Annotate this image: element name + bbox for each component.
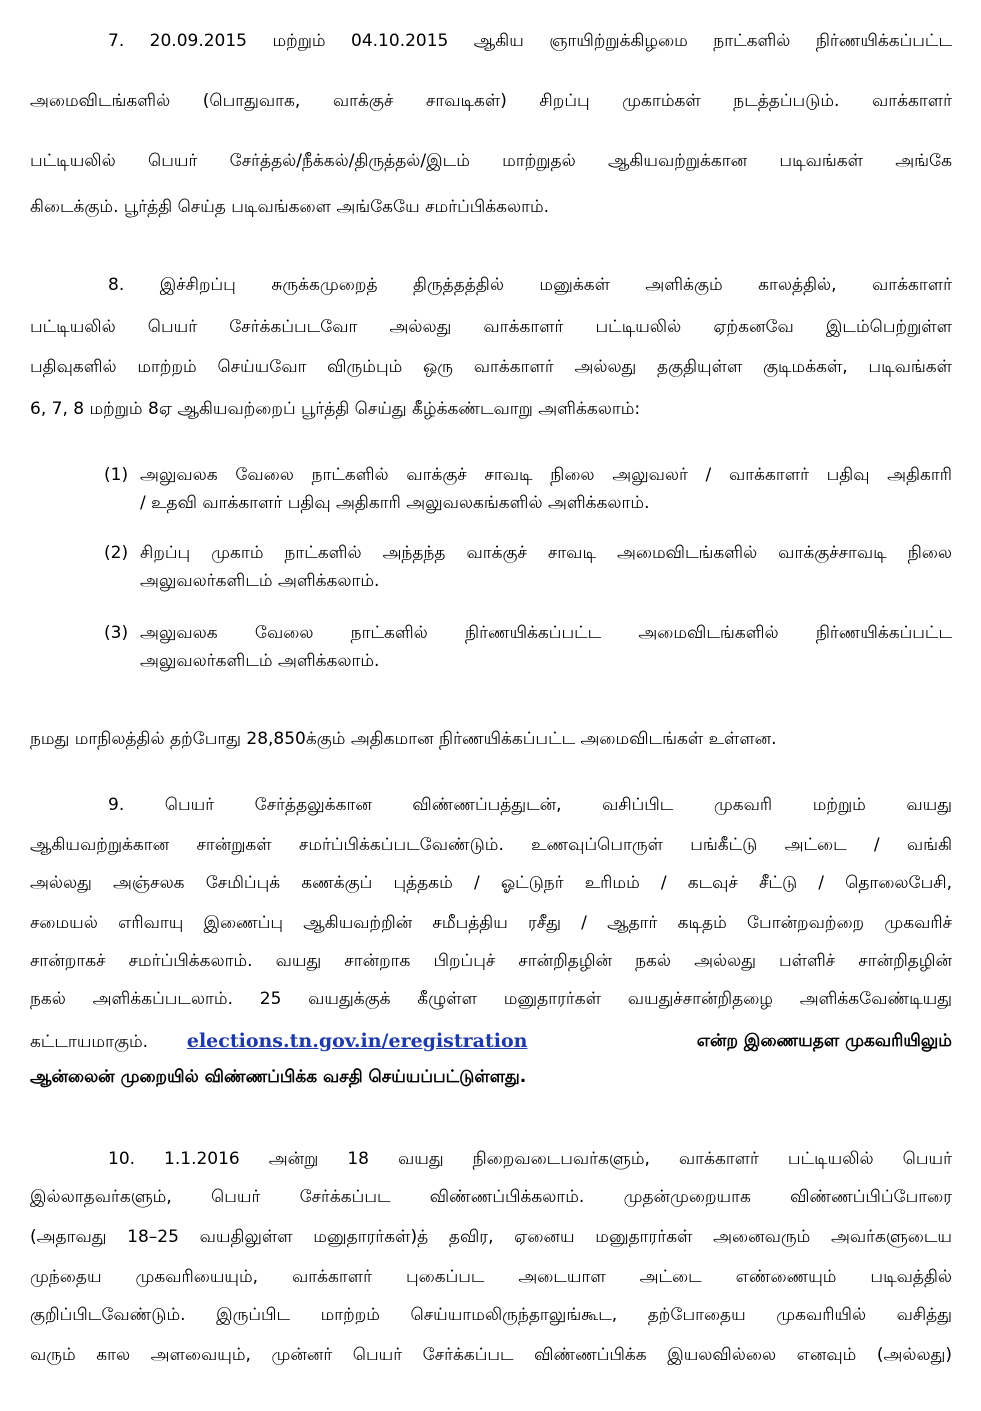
para-8-line-3: பதிவுகளில் மாற்றம் செய்யவோ விரும்பும் ஒரு வாக்காளர் அல்லது தகுதியுள்ள குடிமக்கள், படிவங்கள்	[30, 357, 952, 377]
list-item-2-line-1	[104, 538, 952, 568]
list-item-text: / உதவி வாக்காளர் பதிவு அதிகாரி அலுவலகங்களில் அளிக்கலாம்.	[140, 493, 650, 513]
para-7-line-4: கிடைக்கும். பூர்த்தி செய்த படிவங்களை அங்கேயே சமர்ப்பிக்கலாம்.	[30, 197, 550, 217]
para-8-line-2: பட்டியலில் பெயர் சேர்க்கப்படவோ அல்லது வாக்காளர் பட்டியலில் ஏற்கனவே இடம்பெற்றுள்ள	[30, 317, 952, 337]
list-item-text: அலுவலர்களிடம் அளிக்கலாம்.	[140, 651, 380, 671]
para-8-line-4: 6, 7, 8 மற்றும் 8ஏ ஆகியவற்றைப் பூர்த்தி செய்து கீழ்க்கண்டவாறு அளிக்கலாம்:	[30, 399, 641, 419]
list-item-number: (1)	[104, 465, 129, 485]
para-7-line-2: அமைவிடங்களில் (பொதுவாக, வாக்குச் சாவடிகள்) சிறப்பு முகாம்கள் நடத்தப்படும். வாக்காளர்	[30, 91, 952, 111]
para-7-line-3: பட்டியலில் பெயர் சேர்த்தல்/நீக்கல்/திருத்தல்/இடம் மாற்றுதல் ஆகியவற்றுக்கான படிவங்கள் அங்கே	[30, 151, 952, 171]
eregistration-link[interactable]: elections.tn.gov.in/eregistration	[186, 1030, 528, 1052]
link-prefix: கட்டாயமாகும்.	[30, 1032, 149, 1052]
para-10-line-3: (அதாவது 18–25 வயதிலுள்ள மனுதாரர்கள்)த் தவிர, ஏனைய மனுதாரர்கள் அனைவரும் அவர்களுடைய	[30, 1227, 952, 1247]
note-line: நமது மாநிலத்தில் தற்போது 28,850க்கும் அதிகமான நிர்ணயிக்கப்பட்ட அமைவிடங்கள் உள்ளன.	[30, 729, 777, 749]
list-item-1-line-1	[104, 460, 952, 490]
para-8-line-1: 8. இச்சிறப்பு சுருக்கமுறைத் திருத்தத்தில் மனுக்கள் அளிக்கும் காலத்தில், வாக்காளர்	[108, 275, 952, 295]
para-10-line-4: முந்தைய முகவரியையும், வாக்காளர் புகைப்பட அடையாள அட்டை எண்ணையும் படிவத்தில்	[30, 1267, 952, 1287]
para-9-line-6: நகல் அளிக்கப்படலாம். 25 வயதுக்குக் கீழுள்ள மனுதாரர்கள் வயதுச்சான்றிதழை அளிக்கவேண்டியது	[30, 989, 952, 1009]
para-9-line-1: 9. பெயர் சேர்த்தலுக்கான விண்ணப்பத்துடன், வசிப்பிட முகவரி மற்றும் வயது	[108, 795, 952, 815]
para-9-line-3: அல்லது அஞ்சலக சேமிப்புக் கணக்குப் புத்தகம் / ஓட்டுநர் உரிமம் / கடவுச் சீட்டு / தொலைபேசி,	[30, 873, 952, 893]
para-10-line-1: 10. 1.1.2016 அன்று 18 வயது நிறைவடைபவர்களும், வாக்காளர் பட்டியலில் பெயர்	[108, 1149, 952, 1169]
list-item-2-line-2	[104, 566, 952, 596]
list-item-3-line-1	[104, 618, 952, 648]
list-item-text: அலுவலக வேலை நாட்களில் வாக்குச் சாவடி நிலை அலுவலர் / வாக்காளர் பதிவு அதிகாரி	[140, 465, 952, 485]
para-10-line-5: குறிப்பிடவேண்டும். இருப்பிட மாற்றம் செய்யாமலிருந்தாலுங்கூட, தற்போதைய முகவரியில் வசித்து	[30, 1305, 952, 1325]
list-item-3-line-2	[104, 646, 952, 676]
link-suffix: என்ற இணையதள முகவரியிலும்	[696, 1031, 952, 1051]
list-item-text: அலுவலக வேலை நாட்களில் நிர்ணயிக்கப்பட்ட அமைவிடங்களில் நிர்ணயிக்கப்பட்ட	[140, 623, 952, 643]
list-item-number: (2)	[104, 543, 129, 563]
para-10-line-2: இல்லாதவர்களும், பெயர் சேர்க்கப்பட விண்ணப்பிக்கலாம். முதன்முறையாக விண்ணப்பிப்போரை	[30, 1187, 952, 1207]
list-item-number: (3)	[104, 623, 129, 643]
para-7-line-1: 7. 20.09.2015 மற்றும் 04.10.2015 ஆகிய ஞாயிற்றுக்கிழமை நாட்களில் நிர்ணயிக்கப்பட்ட	[108, 31, 952, 51]
para-9-line-2: ஆகியவற்றுக்கான சான்றுகள் சமர்ப்பிக்கப்படவேண்டும். உணவுப்பொருள் பங்கீட்டு அட்டை / வங்கி	[30, 835, 952, 855]
list-item-text: சிறப்பு முகாம் நாட்களில் அந்தந்த வாக்குச் சாவடி அமைவிடங்களில் வாக்குச்சாவடி நிலை	[140, 543, 952, 563]
para-9-link-line	[30, 1026, 952, 1056]
para-9-line-5: சான்றாகச் சமர்ப்பிக்கலாம். வயது சான்றாக பிறப்புச் சான்றிதழின் நகல் அல்லது பள்ளிச் சான்றிதழின்	[30, 951, 952, 971]
list-item-1-line-2	[104, 488, 952, 518]
para-10-line-6: வரும் கால அளவையும், முன்னர் பெயர் சேர்க்கப்பட விண்ணப்பிக்க இயலவில்லை எனவும் (அல்லது)	[30, 1345, 952, 1365]
para-9-last-line: ஆன்லைன் முறையில் விண்ணப்பிக்க வசதி செய்யப்பட்டுள்ளது.	[30, 1067, 527, 1087]
para-9-line-4: சமையல் எரிவாயு இணைப்பு ஆகியவற்றின் சமீபத்திய ரசீது / ஆதார் கடிதம் போன்றவற்றை முகவரிச்	[30, 913, 952, 933]
list-item-text: அலுவலர்களிடம் அளிக்கலாம்.	[140, 571, 380, 591]
